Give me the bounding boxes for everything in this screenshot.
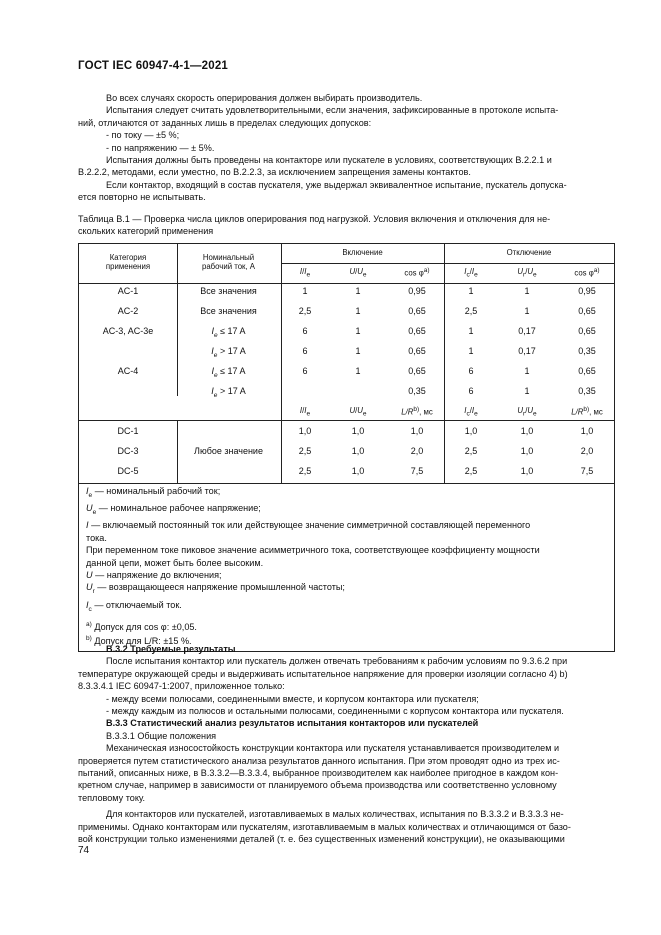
- ac-value: 1: [468, 286, 474, 296]
- ac-current-text: > 17 A: [219, 346, 246, 356]
- note-line: $^{b)}$ Допуск для L/R: ±15 %.: [86, 635, 192, 647]
- dc-value: 7,5: [580, 466, 594, 476]
- section-line: температуре окружающей среды и выдерживать испытательное напряжение для проверки изоляции согласно 4) b): [78, 668, 568, 679]
- cos-label: cos φ: [404, 268, 424, 278]
- lr-label: L/R: [401, 407, 414, 417]
- note-line: $^{a)}$ Допуск для cos φ: ±0,05.: [86, 620, 197, 632]
- lr-note: b): [413, 406, 420, 413]
- dc-value: 1,0: [520, 446, 534, 456]
- subheader-cos-off: [560, 267, 614, 278]
- section-line: применимы. Однако контакторам или пускателям, изготавливаемым в малых количествах и отличающимся от базо-: [78, 821, 571, 832]
- dc-value: 1,0: [298, 426, 312, 436]
- dc-category: DC-1: [117, 426, 139, 436]
- header-current: [177, 253, 280, 271]
- section-line: кретном случае, например в зависимости от планируемого объема производства или соответственно условному: [78, 780, 557, 791]
- dc-current-value: Любое значение: [194, 446, 263, 456]
- intro-line: Если контактор, входящий в состав пускателя, уже выдержал эквивалентное испытание, пускатель допуска-: [106, 179, 567, 190]
- ac-category: AC-3, AC-3e: [102, 326, 154, 336]
- table-caption: [78, 213, 614, 238]
- subheader-i-ie: $I/I_e$: [299, 267, 311, 279]
- section-line: - между всеми полюсами, соединенными вместе, и корпусом контактора или пускателя;: [106, 693, 479, 704]
- subheader-ur-ue: $U_r/U_e$: [517, 406, 537, 418]
- ac-current: [177, 306, 280, 316]
- dc-value: 1,0: [351, 466, 365, 476]
- subheader-lr-off: [560, 406, 614, 417]
- lr-note: b): [583, 406, 590, 413]
- lr-unit: , мс: [589, 407, 603, 417]
- ac-value: 6: [302, 326, 308, 336]
- header-category-line: применения: [105, 262, 151, 271]
- ac-current: [177, 366, 280, 379]
- ac-value: 1: [302, 286, 308, 296]
- dc-value: 1,0: [351, 426, 365, 436]
- intro-line: В.2.2.2, методами, если уместно, по В.2.2.3, за исключением запрещения замены контактов.: [78, 167, 471, 178]
- subheader-lr: [390, 406, 444, 417]
- ac-value: 1: [524, 366, 530, 376]
- subheader-u-ue: $U/U_e$: [349, 406, 367, 418]
- table-notes: [86, 485, 610, 648]
- note-text: — номинальное рабочее напряжение;: [98, 503, 261, 514]
- dc-value: 2,0: [580, 446, 594, 456]
- note-line: U — напряжение до включения;: [86, 570, 222, 581]
- subheader-u-ue: $U/U_e$: [349, 267, 367, 279]
- note-line: данной цепи, может быть более высоким.: [86, 557, 264, 568]
- ac-value: 6: [468, 366, 474, 376]
- header-on: Включение: [342, 248, 383, 257]
- ac-value: 1: [468, 346, 474, 356]
- ac-category: AC-2: [117, 306, 139, 316]
- ac-category: AC-1: [117, 286, 139, 296]
- dc-value: 2,0: [410, 446, 424, 456]
- cos-note: a): [423, 267, 430, 274]
- cos-label: cos φ: [574, 268, 594, 278]
- ac-value: 0,17: [518, 326, 536, 336]
- note-line: $U_e$ — номинальное рабочее напряжение;: [86, 503, 261, 517]
- subheader-ic-ie: $I_c/I_e$: [464, 406, 478, 418]
- ie-symbol: $I_e$: [211, 326, 218, 339]
- ac-value: 0,35: [578, 346, 596, 356]
- ac-current: [177, 286, 280, 296]
- intro-line: Испытания следует считать удовлетворительными, если значения, зафиксированные в протоколе испыта-: [106, 105, 559, 116]
- note-text: Допуск для cos φ: ±0,05.: [94, 621, 197, 632]
- ac-current-text: ≤ 17 A: [220, 366, 246, 376]
- section-b32: [78, 643, 614, 846]
- note-line: I — включаемый постоянный ток или действующее значение симметричной составляющей переменного: [86, 520, 531, 531]
- section-line: тепловому току.: [78, 792, 146, 803]
- subheader-cos: [390, 267, 444, 278]
- section-line: проверяется путем статистического анализа результатов данного испытания. При этом проводят одно из трех ис-: [78, 755, 560, 766]
- ac-value: 2,5: [298, 306, 312, 316]
- dc-value: 2,5: [464, 446, 478, 456]
- section-line: 8.3.3.4.1 IEC 60947-1:2007, приложенное только:: [78, 681, 285, 692]
- subsection-title: В.3.3.1 Общие положения: [106, 730, 217, 741]
- note-text: — напряжение до включения;: [95, 570, 222, 581]
- note-line: $U_r$ — возвращающееся напряжение промышленной частоты;: [86, 582, 345, 596]
- ac-value: 1: [524, 286, 530, 296]
- lr-unit: , мс: [419, 407, 433, 417]
- ac-value: 0,35: [408, 386, 426, 396]
- section-title: В.3.2 Требуемые результаты: [106, 644, 236, 654]
- document-header: ГОСТ IEC 60947-4-1—2021: [78, 60, 229, 72]
- note-line: $I_e$ — номинальный рабочий ток;: [86, 486, 221, 499]
- dc-value: 2,5: [298, 446, 312, 456]
- header-current-line: рабочий ток, А: [201, 262, 255, 271]
- section-line: Для контакторов или пускателей, изготавливаемых в малых количествах, испытания по В.3.3.2 и В.3.3.3 не-: [106, 809, 564, 820]
- ac-category: AC-4: [117, 366, 139, 376]
- ac-value: 1: [355, 346, 361, 356]
- ie-symbol: $I_e$: [211, 346, 218, 359]
- ac-value: 0,65: [408, 366, 426, 376]
- note-text: — отключаемый ток.: [94, 599, 182, 610]
- ac-current-text: Все значения: [200, 286, 257, 296]
- dc-value: 7,5: [410, 466, 424, 476]
- section-line: вой конструкции только изменениями деталей (т. е. без существенных изменений конструкции), не оказывающими: [78, 834, 565, 845]
- note-text: — номинальный рабочий ток;: [94, 486, 221, 496]
- ac-value: 1: [355, 366, 361, 376]
- section-line: После испытания контактор или пускатель должен отвечать требованиям к рабочим условиям по 9.3.6.2 при: [106, 656, 568, 667]
- ac-current-text: ≤ 17 A: [220, 326, 246, 336]
- ac-current-text: > 17 A: [219, 386, 246, 396]
- dc-value: 1,0: [580, 426, 594, 436]
- header-category: [80, 253, 176, 271]
- caption-line: В.1 — Проверка числа циклов оперирования под нагрузкой. Условия включения и отключения для не-: [116, 214, 551, 224]
- caption-line: скольких категорий применения: [78, 226, 214, 237]
- ac-current-text: Все значения: [200, 306, 257, 316]
- ac-value: 1: [355, 326, 361, 336]
- dc-category: DC-3: [117, 446, 139, 456]
- note-text: — возвращающееся напряжение промышленной частоты;: [97, 582, 345, 593]
- intro-line: Испытания должны быть проведены на контакторе или пускателе в условиях, соответствующих В.2.2.1 и: [106, 155, 552, 166]
- ac-value: 0,95: [578, 286, 596, 296]
- subheader-ic-ie: $I_c/I_e$: [464, 267, 478, 279]
- intro-line: ется повторно не испытывать.: [78, 192, 206, 203]
- ac-value: 0,17: [518, 346, 536, 356]
- subheader-i-ie: $I/I_e$: [299, 406, 311, 418]
- cos-note: a): [593, 267, 600, 274]
- dc-value: 1,0: [520, 466, 534, 476]
- section-line: - между каждым из полюсов и остальными полюсами, соединенными с корпусом контактора или пускателя.: [106, 706, 564, 717]
- note-text: — включаемый постоянный ток или действующее значение симметричной составляющей переменного: [91, 520, 531, 531]
- intro-line: ний, отличаются от заданных лишь в пределах следующих допусков:: [78, 117, 372, 128]
- ac-value: 0,65: [408, 326, 426, 336]
- ac-value: 2,5: [464, 306, 478, 316]
- ac-value: 1: [355, 286, 361, 296]
- ac-current: [177, 386, 280, 399]
- caption-label: Таблица: [78, 214, 114, 224]
- dc-category: DC-5: [117, 466, 139, 476]
- dc-value: 1,0: [351, 446, 365, 456]
- ac-current: [177, 346, 280, 359]
- ac-value: 0,65: [578, 326, 596, 336]
- page-number: 74: [78, 845, 90, 856]
- dc-value: 1,0: [464, 426, 478, 436]
- header-current-line: Номинальный: [202, 253, 255, 262]
- ac-value: 0,65: [578, 306, 596, 316]
- subheader-ur-ue: $U_r/U_e$: [517, 267, 537, 279]
- section-line: пытаний, описанных ниже, в В.3.3.2—В.3.3.4, выбранное производителем как наиболее пригодное в каждом кон-: [78, 768, 559, 779]
- ac-value: 0,95: [408, 286, 426, 296]
- intro-line: - по току — ±5 %;: [106, 130, 180, 141]
- intro-text: [78, 92, 614, 204]
- note-line: $I_c$ — отключаемый ток.: [86, 599, 182, 613]
- ac-value: 0,65: [578, 366, 596, 376]
- ac-value: 1: [355, 306, 361, 316]
- ac-value: 6: [302, 366, 308, 376]
- intro-line: Во всех случаях скорость оперирования должен выбирать производитель.: [106, 93, 423, 103]
- ac-value: 6: [468, 386, 474, 396]
- section-line: Механическая износостойкость конструкции контактора или пускателя устанавливается производителем и: [106, 743, 560, 754]
- ac-value: 0,65: [408, 346, 426, 356]
- ac-value: 0,35: [578, 386, 596, 396]
- ac-value: 6: [302, 346, 308, 356]
- dc-value: 1,0: [410, 426, 424, 436]
- header-off: Отключение: [506, 248, 552, 257]
- ac-value: 1: [524, 386, 530, 396]
- ac-value: 1: [468, 326, 474, 336]
- note-text: Допуск для L/R: ±15 %.: [94, 636, 192, 647]
- section-title: В.3.3 Статистический анализ результатов испытания контакторов или пускателей: [106, 718, 479, 729]
- ac-value: 0,65: [408, 306, 426, 316]
- intro-line: - по напряжению — ± 5%.: [106, 142, 215, 153]
- header-category-line: Категория: [109, 253, 147, 262]
- ac-current: [177, 326, 280, 339]
- ac-value: 1: [524, 306, 530, 316]
- note-line: При переменном токе пиковое значение асимметричного тока, соответствующее коэффициенту мощности: [86, 545, 540, 556]
- ie-symbol: $I_e$: [211, 386, 218, 399]
- dc-value: 1,0: [520, 426, 534, 436]
- dc-value: 2,5: [464, 466, 478, 476]
- dc-value: 2,5: [298, 466, 312, 476]
- ie-symbol: $I_e$: [211, 366, 218, 379]
- lr-label: L/R: [571, 407, 584, 417]
- note-line: тока.: [86, 532, 107, 543]
